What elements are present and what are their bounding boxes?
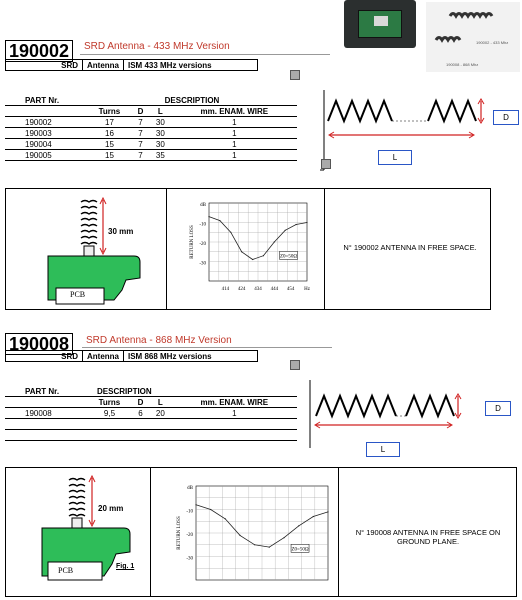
impedance-note: Z0=50Ω	[280, 254, 298, 260]
spec-table-868	[5, 386, 297, 441]
data-point	[195, 504, 196, 505]
y-axis-label: RETURN LOSS	[177, 516, 182, 550]
pcb-label: PCB	[70, 290, 86, 299]
part-code-190002: 190002	[5, 40, 73, 62]
col-part-nr: PART Nr.	[5, 95, 87, 106]
figure-label: Fig. 1	[116, 563, 135, 570]
dimension-d-label: D	[485, 401, 511, 416]
col-turns: Turns	[87, 397, 132, 408]
dimension-l-label: L	[366, 442, 400, 457]
data-point	[327, 511, 328, 512]
col-l: L	[149, 397, 172, 408]
y-tick-label: -10	[186, 509, 193, 515]
y-tick-label: dB	[187, 486, 193, 491]
title-rule	[80, 54, 330, 55]
photo-caption-433: 190002 - 433 Mhz	[476, 40, 509, 45]
corner-marker	[321, 159, 331, 169]
data-point	[254, 544, 255, 545]
col-wire: mm. ENAM. WIRE	[172, 397, 297, 408]
spec-table-433	[5, 95, 297, 161]
module-photo	[344, 0, 416, 48]
impedance-note: Z0=50Ω	[291, 547, 309, 553]
photo-caption-868: 190008 - 868 Mhz	[446, 62, 479, 67]
header-ism: ISM 433 MHz versions	[124, 60, 258, 71]
data-point	[230, 232, 231, 233]
antenna-photo	[426, 2, 520, 72]
table-row: 190005 15 7 35 1	[5, 150, 297, 161]
section-subtitle-433: SRD Antenna - 433 MHz Version	[84, 41, 230, 52]
chart-caption-433: N° 190002 ANTENNA IN FREE SPACE.	[343, 243, 477, 252]
data-point	[283, 537, 284, 538]
table-row: 190003 16 7 30 1	[5, 128, 297, 139]
title-rule	[82, 347, 332, 348]
col-turns: Turns	[87, 106, 132, 117]
col-d: D	[132, 106, 149, 117]
coil-drawing-433	[318, 85, 518, 180]
data-point	[306, 222, 307, 223]
category-header-433	[5, 59, 258, 71]
col-wire: mm. ENAM. WIRE	[172, 106, 297, 117]
table-row: 190002 17 7 30 1	[5, 117, 297, 128]
data-point	[269, 547, 270, 548]
mount-height-label: 30 mm	[108, 227, 134, 236]
y-tick-label: -30	[186, 556, 193, 562]
dimension-l-label: L	[378, 150, 412, 165]
corner-marker	[290, 70, 300, 80]
x-tick-label: 454	[286, 287, 295, 292]
header-srd: SRD	[6, 60, 83, 71]
x-tick-label: 434	[254, 287, 262, 292]
data-point	[298, 525, 299, 526]
data-point	[252, 259, 253, 260]
col-d: D	[132, 397, 149, 408]
data-point	[274, 241, 275, 242]
mounting-panel-868	[5, 467, 517, 597]
corner-marker	[290, 360, 300, 370]
mounting-panel-433	[5, 188, 491, 310]
mount-height-label: 20 mm	[98, 504, 124, 513]
data-point	[241, 251, 242, 252]
y-tick-label: -10	[199, 222, 206, 228]
header-antenna: Antenna	[83, 351, 124, 362]
part-code-190008: 190008	[5, 333, 73, 355]
data-point	[263, 255, 264, 256]
table-row: 190008 9,5 6 20 1	[5, 408, 297, 419]
chart-caption-868: N° 190008 ANTENNA IN FREE SPACE ON GROUND PLANE.	[355, 528, 501, 546]
y-tick-label: dB	[200, 203, 206, 208]
header-antenna: Antenna	[83, 60, 124, 71]
data-point	[296, 224, 297, 225]
x-tick-label: Hz	[304, 287, 310, 292]
y-axis-label: RETURN LOSS	[190, 225, 195, 259]
x-tick-label: 424	[237, 287, 246, 292]
data-point	[208, 216, 209, 217]
pcb-mount-diagram	[34, 472, 146, 594]
return-loss-chart-868	[166, 476, 334, 590]
dimension-d-label: D	[493, 110, 519, 125]
data-point	[210, 509, 211, 510]
y-tick-label: -20	[186, 533, 193, 538]
data-point	[239, 535, 240, 536]
category-header-868	[5, 350, 258, 362]
table-row: 190004 15 7 30 1	[5, 139, 297, 150]
data-point	[285, 230, 286, 231]
header-ism: ISM 868 MHz versions	[124, 351, 258, 362]
data-point	[225, 518, 226, 519]
y-tick-label: -30	[199, 261, 206, 267]
table-row	[5, 430, 297, 441]
y-tick-label: -20	[199, 242, 206, 247]
x-tick-label: 444	[270, 287, 279, 292]
header-srd: SRD	[6, 351, 83, 362]
data-point	[313, 516, 314, 517]
col-description: DESCRIPTION	[87, 95, 297, 106]
col-part-nr: PART Nr.	[5, 386, 87, 397]
col-l: L	[149, 106, 172, 117]
col-description: DESCRIPTION	[87, 386, 297, 397]
data-point	[219, 220, 220, 221]
coil-drawing-868	[306, 378, 516, 458]
pcb-mount-diagram	[26, 194, 156, 306]
pcb-label: PCB	[58, 566, 74, 575]
table-row	[5, 419, 297, 430]
section-subtitle-868: SRD Antenna - 868 MHz Version	[86, 335, 232, 346]
return-loss-chart-433	[181, 197, 316, 303]
x-tick-label: 414	[221, 287, 230, 292]
